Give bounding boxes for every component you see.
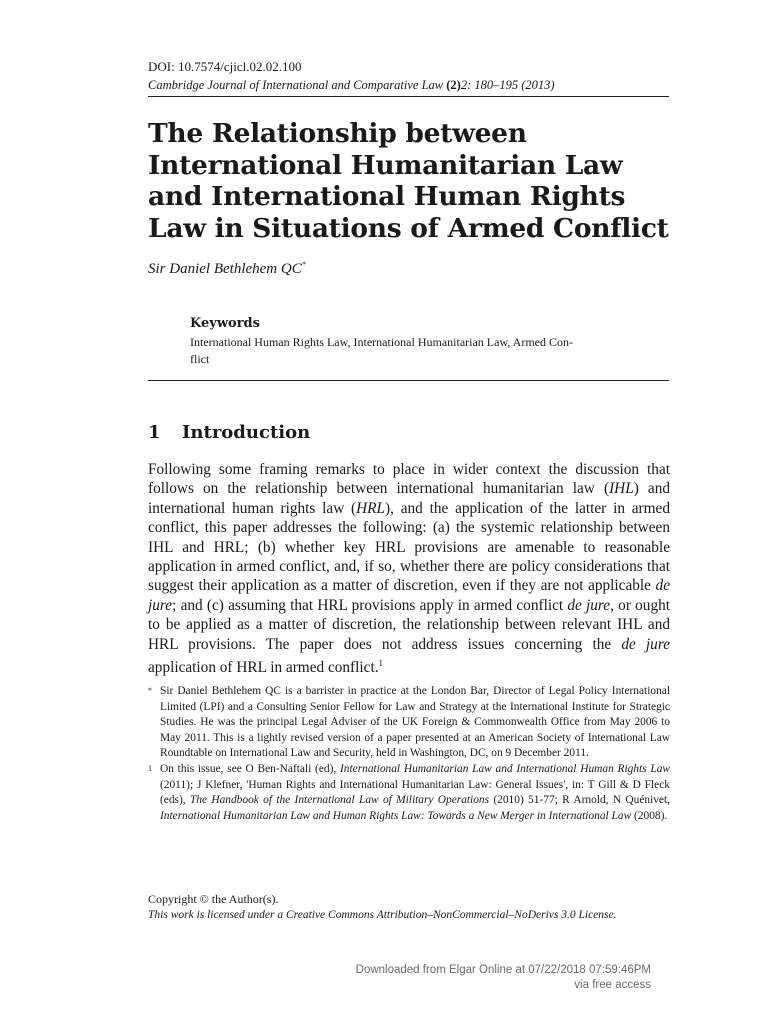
footnote-text: Sir Daniel Bethlehem QC is a barrister in practice at the London Bar, Director of Legal Policy International Limited (LPI) and a Consulting Senior Fellow for Law and Strategy at the International Institute for Strategic Studies. He was the principal Legal Adviser of the UK Foreign & Commonwealth Office from May 2006 to May 2011. This is a lightly revised version of a paper presented at an American Society of International Law Roundtable on International Law and Security, held in Washington, DC, on 9 December 2011. (160, 685, 670, 760)
body-italic-run: IHL (609, 480, 634, 498)
title-line: The Relationship between (148, 118, 527, 149)
section-number: 1 (148, 422, 161, 443)
keywords-divider (148, 380, 669, 381)
body-italic-run: HRL (356, 499, 386, 517)
body-italic-run: de jure (567, 596, 611, 614)
copyright-notice: Copyright © the Author(s). (148, 892, 279, 906)
footnote (148, 684, 670, 762)
body-paragraph (148, 460, 670, 678)
footnote-mark: * (148, 686, 152, 695)
download-watermark (356, 963, 651, 993)
body-italic-run: de jure (148, 577, 670, 614)
keywords-heading: Keywords (190, 316, 260, 331)
download-line: via free access (574, 979, 651, 991)
journal-pages: 2: 180–195 (2013) (460, 78, 555, 92)
title-line: and International Human Rights (148, 181, 626, 212)
section-heading (148, 422, 310, 443)
footnote-reference[interactable]: 1 (378, 658, 384, 669)
body-italic-run: de jure (621, 635, 670, 653)
journal-name: Cambridge Journal of International and Comparative Law (148, 78, 444, 92)
body-text-run: application of HRL in armed conflict. (148, 659, 379, 677)
footnotes (148, 684, 670, 824)
author-footnote-mark[interactable]: * (301, 260, 306, 269)
section-title: Introduction (182, 422, 311, 443)
article-title (148, 118, 708, 244)
title-line: International Humanitarian Law (148, 149, 623, 181)
footnote (148, 762, 670, 824)
author-name: Sir Daniel Bethlehem QC (148, 261, 302, 277)
journal-citation (148, 78, 555, 93)
doi[interactable]: DOI: 10.7574/cjicl.02.02.100 (148, 59, 302, 74)
download-line: Downloaded from Elgar Online at 07/22/2018 07:59:46PM (355, 964, 651, 976)
journal-issue: (2) (446, 78, 461, 92)
body-text-run: ; and (c) assuming that HRL provisions apply in armed conflict (172, 596, 568, 614)
footnote-text: (2010) 51-77; R Arnold, N Quénivet, (489, 794, 671, 807)
footnote-text: (2011); J Klefner, 'Human Rights and International Humanitarian Law: General Issues', in: T Gill & D Fleck (eds), (160, 778, 670, 807)
footnote-text: (2008). (631, 809, 668, 822)
keywords-list (190, 334, 630, 367)
keywords-line: International Human Rights Law, International Humanitarian Law, Armed Con- (190, 335, 574, 349)
body-text-run: Following some framing remarks to place in wider context the discussion that follows on the relationship between international humanitarian law ( (148, 461, 670, 498)
footnote-text: On this issue, see O Ben-Naftali (ed), (160, 762, 340, 775)
body-text-run: , or ought to be applied as a matter of discretion, the relationship between relevant IHL and HRL provisions. The paper does not address issues concerning the (148, 596, 670, 653)
body-text-run: ) and international human rights law ( (148, 480, 670, 517)
license-notice[interactable]: This work is licensed under a Creative Commons Attribution–NonCommercial–NoDerivs 3.0 License. (148, 909, 617, 921)
footnote-italic: The Handbook of the International Law of Military Operations (189, 794, 490, 807)
keywords-line: flict (190, 351, 210, 366)
title-line: Law in Situations of Armed Conflict (148, 212, 669, 244)
footnote-italic: International Humanitarian Law and Human Rights Law: Towards a New Merger in International Law (160, 809, 632, 822)
body-text-run: ), and the application of the latter in armed conflict, this paper addresses the following: (a) the systemic relationship between IHL and HRL; (b) whether key HRL provisions are amenable to reasonable application in armed conflict, and, if so, whether there are policy considerations that suggest their application as a matter of discretion, even if they are not applicable (148, 499, 670, 595)
footnote-mark: 1 (148, 763, 152, 773)
footnote-italic: International Humanitarian Law and International Human Rights Law (339, 762, 670, 775)
author (148, 260, 306, 278)
top-divider (148, 96, 669, 97)
